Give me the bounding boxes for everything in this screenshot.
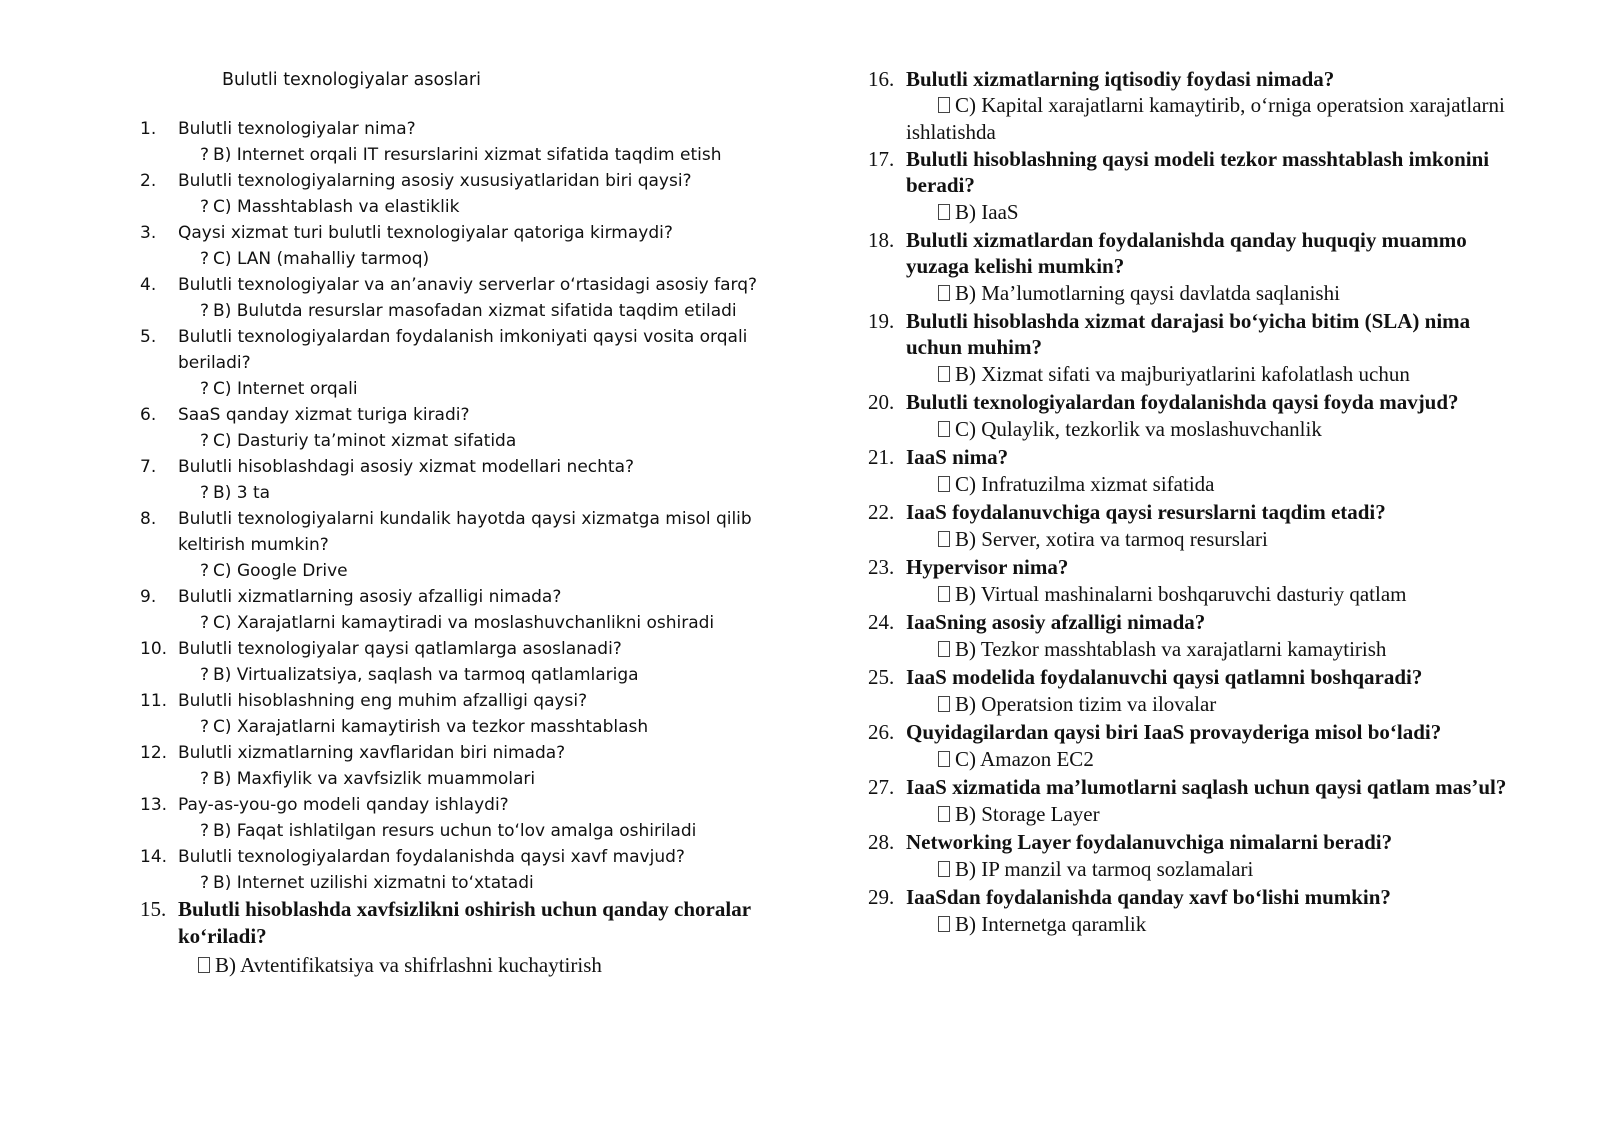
- question: [140, 740, 780, 766]
- answer-marker-icon: ?: [200, 665, 210, 685]
- checkbox-icon: [198, 957, 210, 973]
- answer-text: B) Internet uzilishi xizmatni to‘xtatadi: [213, 873, 534, 893]
- question-text: Quyidagilardan qaysi biri IaaS provayderiga misol bo‘ladi?: [906, 720, 1442, 744]
- question: [140, 324, 780, 376]
- question-number: 21.: [868, 445, 895, 469]
- answer-text: C) Internet orqali: [213, 379, 358, 399]
- list-item: [868, 499, 1508, 554]
- answer-text: B) Operatsion tizim va ilovalar: [955, 692, 1217, 716]
- list-item: [140, 506, 780, 584]
- answer-text: B) Faqat ishlatilgan resurs uchun to‘lov amalga oshiriladi: [213, 821, 697, 841]
- question-number: 11.: [140, 691, 168, 711]
- question-number: 23.: [868, 555, 895, 579]
- question: [140, 168, 780, 194]
- question-number: 25.: [868, 665, 895, 689]
- checkbox-icon: [938, 806, 950, 822]
- list-item: [868, 829, 1508, 884]
- question-text: Pay-as-you-go modeli qanday ishlaydi?: [178, 795, 509, 815]
- answer-text: B) Maxfiylik va xavfsizlik muammolari: [213, 769, 536, 789]
- document-title: Bulutli texnologiyalar asoslari: [222, 70, 481, 90]
- answer-marker-icon: ?: [200, 301, 210, 321]
- question-text: Bulutli hisoblashning eng muhim afzalligi qaysi?: [178, 691, 588, 711]
- answer-text: B) Virtual mashinalarni boshqaruvchi dasturiy qatlam: [955, 582, 1407, 606]
- list-item: [868, 774, 1508, 829]
- checkbox-icon: [938, 586, 950, 602]
- answer: [140, 246, 780, 272]
- answer-marker-icon: ?: [200, 249, 210, 269]
- question-number: 1.: [140, 119, 157, 139]
- question-text: Bulutli texnologiyalardan foydalanish imkoniyati qaysi vosita orqali beriladi?: [178, 327, 748, 373]
- answer-text: B) Avtentifikatsiya va shifrlashni kuchaytirish: [215, 953, 602, 977]
- question-number: 8.: [140, 509, 157, 529]
- answer-text: C) Dasturiy ta’minot xizmat sifatida: [213, 431, 517, 451]
- answer-text: B) 3 ta: [213, 483, 271, 503]
- right-column: [868, 66, 1508, 939]
- question: [140, 896, 780, 950]
- answer: [140, 142, 780, 168]
- answer-text: C) Google Drive: [213, 561, 348, 581]
- question: [140, 844, 780, 870]
- question-text: IaaSning asosiy afzalligi nimada?: [906, 610, 1206, 634]
- question-number: 9.: [140, 587, 157, 607]
- answer: [140, 950, 780, 980]
- answer-text: C) Amazon EC2: [955, 747, 1094, 771]
- answer: [868, 800, 1508, 829]
- question: [868, 227, 1508, 279]
- list-item: [868, 308, 1508, 389]
- question-number: 12.: [140, 743, 168, 763]
- question: [868, 554, 1508, 580]
- list-item: [868, 664, 1508, 719]
- question-text: Bulutli xizmatlardan foydalanishda qanday huquqiy muammo yuzaga kelishi mumkin?: [906, 228, 1467, 278]
- answer-marker-icon: ?: [200, 613, 210, 633]
- question-text: Bulutli hisoblashning qaysi modeli tezkor masshtablash imkonini beradi?: [906, 147, 1490, 197]
- answer-marker-icon: ?: [200, 769, 210, 789]
- question-text: Bulutli texnologiyalarning asosiy xususiyatlaridan biri qaysi?: [178, 171, 692, 191]
- list-item: [140, 740, 780, 792]
- answer: [868, 690, 1508, 719]
- question-number: 28.: [868, 830, 895, 854]
- list-item: [868, 227, 1508, 308]
- question: [140, 454, 780, 480]
- question-text: IaaSdan foydalanishda qanday xavf bo‘lishi mumkin?: [906, 885, 1391, 909]
- list-item: [868, 66, 1508, 146]
- list-item: [140, 272, 780, 324]
- answer: [868, 92, 1508, 146]
- question-text: Bulutli texnologiyalardan foydalanishda qaysi xavf mavjud?: [178, 847, 685, 867]
- question: [868, 66, 1508, 92]
- list-item: [868, 884, 1508, 939]
- question-number: 6.: [140, 405, 157, 425]
- question-text: Bulutli hisoblashda xavfsizlikni oshirish uchun qanday choralar ko‘riladi?: [178, 897, 751, 948]
- answer-text: B) Server, xotira va tarmoq resurslari: [955, 527, 1268, 551]
- answer-text: C) Kapital xarajatlarni kamaytirib, o‘rniga operatsion xarajatlarni ishlatishda: [906, 93, 1505, 144]
- answer-text: B) Storage Layer: [955, 802, 1100, 826]
- question: [868, 884, 1508, 910]
- question: [868, 389, 1508, 415]
- answer-text: B) Virtualizatsiya, saqlash va tarmoq qatlamlariga: [213, 665, 639, 685]
- question-text: IaaS nima?: [906, 445, 1009, 469]
- question: [140, 116, 780, 142]
- question-text: Bulutli xizmatlarning iqtisodiy foydasi nimada?: [906, 67, 1335, 91]
- list-item: [868, 146, 1508, 227]
- checkbox-icon: [938, 641, 950, 657]
- list-item: [868, 719, 1508, 774]
- question: [868, 609, 1508, 635]
- answer: [140, 428, 780, 454]
- question-text: Bulutli hisoblashdagi asosiy xizmat modellari nechta?: [178, 457, 635, 477]
- left-column: [140, 66, 780, 980]
- question: [140, 584, 780, 610]
- question-text: Bulutli texnologiyalardan foydalanishda qaysi foyda mavjud?: [906, 390, 1459, 414]
- question-number: 13.: [140, 795, 168, 815]
- question-number: 7.: [140, 457, 157, 477]
- answer-marker-icon: ?: [200, 431, 210, 451]
- answer-marker-icon: ?: [200, 561, 210, 581]
- answer: [140, 558, 780, 584]
- list-item: [140, 168, 780, 220]
- list-item: [140, 896, 780, 980]
- answer-text: B) Xizmat sifati va majburiyatlarini kafolatlash uchun: [955, 362, 1410, 386]
- answer: [140, 818, 780, 844]
- answer: [140, 766, 780, 792]
- question-number: 14.: [140, 847, 168, 867]
- question-text: IaaS xizmatida ma’lumotlarni saqlash uchun qaysi qatlam mas’ul?: [906, 775, 1507, 799]
- checkbox-icon: [938, 285, 950, 301]
- list-item: [140, 454, 780, 506]
- question: [868, 774, 1508, 800]
- answer-text: B) IaaS: [955, 200, 1019, 224]
- answer: [140, 870, 780, 896]
- question-number: 18.: [868, 228, 895, 252]
- checkbox-icon: [938, 916, 950, 932]
- answer: [868, 855, 1508, 884]
- question: [868, 829, 1508, 855]
- answer-marker-icon: ?: [200, 873, 210, 893]
- question-number: 22.: [868, 500, 895, 524]
- answer-marker-icon: ?: [200, 717, 210, 737]
- question: [868, 444, 1508, 470]
- answer: [868, 580, 1508, 609]
- question: [868, 146, 1508, 198]
- answer-text: C) Qulaylik, tezkorlik va moslashuvchanlik: [955, 417, 1322, 441]
- question: [140, 506, 780, 558]
- checkbox-icon: [938, 97, 950, 113]
- answer-marker-icon: ?: [200, 483, 210, 503]
- checkbox-icon: [938, 204, 950, 220]
- question-number: 5.: [140, 327, 157, 347]
- question-text: Bulutli xizmatlarning xavflaridan biri nimada?: [178, 743, 566, 763]
- answer: [140, 714, 780, 740]
- question-number: 19.: [868, 309, 895, 333]
- answer-text: C) Xarajatlarni kamaytiradi va moslashuvchanlikni oshiradi: [213, 613, 715, 633]
- list-item: [868, 554, 1508, 609]
- checkbox-icon: [938, 476, 950, 492]
- question-text: Bulutli texnologiyalar nima?: [178, 119, 416, 139]
- question-text: Hypervisor nima?: [906, 555, 1069, 579]
- answer: [868, 745, 1508, 774]
- answer-text: B) Ma’lumotlarning qaysi davlatda saqlanishi: [955, 281, 1340, 305]
- question-number: 15.: [140, 897, 167, 921]
- answer: [140, 298, 780, 324]
- list-item: [868, 389, 1508, 444]
- answer-marker-icon: ?: [200, 197, 210, 217]
- list-item: [140, 220, 780, 272]
- question-list-right: [868, 66, 1508, 939]
- question-text: Bulutli hisoblashda xizmat darajasi bo‘yicha bitim (SLA) nima uchun muhim?: [906, 309, 1471, 359]
- answer-text: B) Bulutda resurslar masofadan xizmat sifatida taqdim etiladi: [213, 301, 737, 321]
- answer-text: B) IP manzil va tarmoq sozlamalari: [955, 857, 1254, 881]
- list-item: [868, 444, 1508, 499]
- question-text: Bulutli texnologiyalar qaysi qatlamlarga asoslanadi?: [178, 639, 622, 659]
- list-item: [140, 792, 780, 844]
- list-item: [140, 688, 780, 740]
- question-number: 17.: [868, 147, 895, 171]
- answer: [868, 470, 1508, 499]
- question: [140, 272, 780, 298]
- question-text: Bulutli xizmatlarning asosiy afzalligi nimada?: [178, 587, 562, 607]
- answer: [868, 279, 1508, 308]
- question-number: 2.: [140, 171, 157, 191]
- question: [140, 688, 780, 714]
- question-number: 29.: [868, 885, 895, 909]
- answer: [868, 910, 1508, 939]
- answer: [140, 662, 780, 688]
- question-number: 16.: [868, 67, 895, 91]
- question-text: SaaS qanday xizmat turiga kiradi?: [178, 405, 470, 425]
- answer-text: C) Xarajatlarni kamaytirish va tezkor masshtablash: [213, 717, 649, 737]
- list-item: [868, 609, 1508, 664]
- checkbox-icon: [938, 696, 950, 712]
- answer: [868, 525, 1508, 554]
- answer: [140, 480, 780, 506]
- question: [868, 664, 1508, 690]
- list-item: [140, 324, 780, 402]
- list-item: [140, 116, 780, 168]
- answer-marker-icon: ?: [200, 379, 210, 399]
- answer-marker-icon: ?: [200, 145, 210, 165]
- question: [140, 220, 780, 246]
- checkbox-icon: [938, 531, 950, 547]
- question: [868, 719, 1508, 745]
- question-text: Bulutli texnologiyalar va an’anaviy serverlar o‘rtasidagi asosiy farq?: [178, 275, 758, 295]
- answer: [868, 635, 1508, 664]
- checkbox-icon: [938, 421, 950, 437]
- answer-marker-icon: ?: [200, 821, 210, 841]
- question-text: Bulutli texnologiyalarni kundalik hayotda qaysi xizmatga misol qilib keltirish mumkin?: [178, 509, 752, 555]
- question: [868, 499, 1508, 525]
- answer: [868, 415, 1508, 444]
- answer: [868, 198, 1508, 227]
- answer: [140, 194, 780, 220]
- answer: [868, 360, 1508, 389]
- question-number: 10.: [140, 639, 168, 659]
- answer-text: C) Masshtablash va elastiklik: [213, 197, 460, 217]
- answer-text: B) Internetga qaramlik: [955, 912, 1147, 936]
- question: [140, 402, 780, 428]
- question-text: Networking Layer foydalanuvchiga nimalarni beradi?: [906, 830, 1393, 854]
- answer: [140, 376, 780, 402]
- question-text: IaaS modelida foydalanuvchi qaysi qatlamni boshqaradi?: [906, 665, 1423, 689]
- question-number: 3.: [140, 223, 157, 243]
- checkbox-icon: [938, 751, 950, 767]
- question-list-left: [140, 116, 780, 980]
- question-text: Qaysi xizmat turi bulutli texnologiyalar qatoriga kirmaydi?: [178, 223, 673, 243]
- answer: [140, 610, 780, 636]
- list-item: [140, 584, 780, 636]
- answer-text: B) Tezkor masshtablash va xarajatlarni kamaytirish: [955, 637, 1387, 661]
- question-text: IaaS foydalanuvchiga qaysi resurslarni taqdim etadi?: [906, 500, 1386, 524]
- question: [140, 792, 780, 818]
- question-number: 4.: [140, 275, 157, 295]
- checkbox-icon: [938, 366, 950, 382]
- answer-text: C) Infratuzilma xizmat sifatida: [955, 472, 1215, 496]
- list-item: [140, 402, 780, 454]
- checkbox-icon: [938, 861, 950, 877]
- question: [140, 636, 780, 662]
- answer-text: B) Internet orqali IT resurslarini xizmat sifatida taqdim etish: [213, 145, 722, 165]
- list-item: [140, 636, 780, 688]
- question-number: 27.: [868, 775, 895, 799]
- answer-text: C) LAN (mahalliy tarmoq): [213, 249, 430, 269]
- list-item: [140, 844, 780, 896]
- question-number: 20.: [868, 390, 895, 414]
- question: [868, 308, 1508, 360]
- question-number: 26.: [868, 720, 895, 744]
- question-number: 24.: [868, 610, 895, 634]
